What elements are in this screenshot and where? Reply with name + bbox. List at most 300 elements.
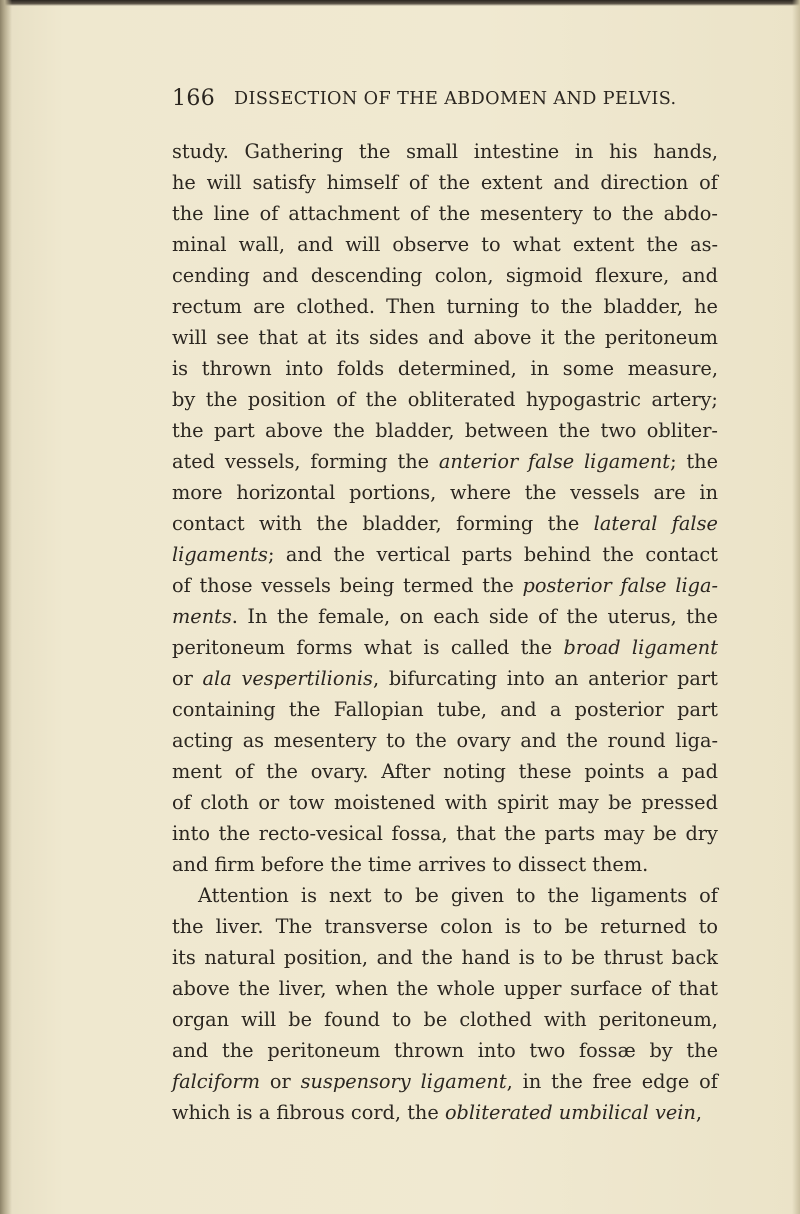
word: fossæ bbox=[579, 1039, 636, 1062]
word: into bbox=[477, 1039, 516, 1062]
word: fossa, bbox=[391, 822, 448, 845]
word: is bbox=[236, 1101, 253, 1124]
word: in bbox=[530, 357, 550, 380]
text-line bbox=[172, 725, 718, 756]
word: and bbox=[262, 264, 299, 287]
word: the bbox=[365, 388, 398, 411]
text-line bbox=[172, 539, 718, 570]
word: the bbox=[438, 171, 471, 194]
word: artery; bbox=[651, 388, 718, 411]
word: and bbox=[376, 946, 413, 969]
word: fibrous bbox=[276, 1101, 345, 1124]
word: to bbox=[383, 884, 403, 907]
word: in bbox=[522, 1070, 542, 1093]
word: of bbox=[699, 884, 718, 907]
text-line bbox=[172, 787, 718, 818]
word: the bbox=[547, 884, 580, 907]
word: these bbox=[518, 760, 572, 783]
word: the bbox=[288, 698, 321, 721]
word: two bbox=[600, 419, 637, 442]
word: before bbox=[260, 853, 325, 876]
word: by bbox=[172, 388, 196, 411]
text-line bbox=[172, 415, 718, 446]
word: thrown bbox=[201, 357, 272, 380]
word: upper bbox=[503, 977, 562, 1000]
word: and bbox=[297, 233, 334, 256]
word: noting bbox=[443, 760, 506, 783]
word: them. bbox=[592, 853, 649, 876]
word: by bbox=[649, 1039, 673, 1062]
word: of bbox=[259, 202, 279, 225]
word: dissect bbox=[517, 853, 587, 876]
word: in bbox=[574, 140, 594, 163]
word: is bbox=[518, 946, 535, 969]
word: be bbox=[414, 884, 439, 907]
word: each bbox=[433, 605, 480, 628]
text-line bbox=[172, 167, 718, 198]
word: peritoneum bbox=[604, 326, 718, 349]
word: peritoneum, bbox=[598, 1008, 718, 1031]
word: found bbox=[324, 1008, 380, 1031]
word: to bbox=[386, 729, 406, 752]
word: cending bbox=[172, 264, 250, 287]
word: attachment bbox=[288, 202, 400, 225]
word: part bbox=[677, 698, 718, 721]
word: an bbox=[554, 667, 579, 690]
word: of bbox=[699, 171, 718, 194]
word: free bbox=[592, 1070, 632, 1093]
word: round bbox=[607, 729, 666, 752]
word: posterior bbox=[574, 698, 664, 721]
word: the bbox=[333, 419, 365, 442]
word: to bbox=[516, 884, 536, 907]
word: the bbox=[566, 605, 599, 628]
word: the bbox=[358, 140, 391, 163]
word: broad bbox=[563, 636, 621, 659]
word: will bbox=[172, 326, 208, 349]
word: rectum bbox=[172, 295, 242, 318]
word: what bbox=[363, 636, 413, 659]
word: he bbox=[172, 171, 196, 194]
word: the bbox=[330, 853, 362, 876]
word: the bbox=[551, 1070, 583, 1093]
word: to bbox=[530, 295, 550, 318]
word: line bbox=[213, 202, 250, 225]
word: that bbox=[678, 977, 718, 1000]
word: horizontal bbox=[236, 481, 336, 504]
word: satisfy bbox=[252, 171, 316, 194]
word: natural bbox=[204, 946, 276, 969]
word: arrives bbox=[417, 853, 487, 876]
word: obliterated bbox=[407, 388, 516, 411]
text-line bbox=[172, 601, 718, 632]
text-line bbox=[172, 818, 718, 849]
word: contact bbox=[645, 543, 718, 566]
word: edge bbox=[641, 1070, 690, 1093]
word: the bbox=[602, 543, 634, 566]
word: uterus, bbox=[607, 605, 677, 628]
word: is bbox=[423, 636, 440, 659]
word: time bbox=[368, 853, 412, 876]
word: its bbox=[172, 946, 196, 969]
word: false bbox=[671, 512, 718, 535]
word: obliter- bbox=[646, 419, 718, 442]
running-title: DISSECTION OF THE ABDOMEN AND PELVIS. bbox=[234, 89, 677, 109]
word: observe bbox=[392, 233, 470, 256]
word: the bbox=[222, 1039, 254, 1062]
word: and bbox=[428, 326, 465, 349]
word: what bbox=[512, 233, 561, 256]
word: to bbox=[481, 233, 501, 256]
word: those bbox=[199, 574, 253, 597]
word: the bbox=[646, 233, 679, 256]
text-line bbox=[172, 229, 718, 260]
word: the bbox=[266, 760, 298, 783]
text-line bbox=[172, 663, 718, 694]
word: are bbox=[653, 481, 686, 504]
word: the bbox=[172, 419, 204, 442]
text-line bbox=[172, 1066, 718, 1097]
word: colon bbox=[440, 915, 493, 938]
word: vessels, bbox=[224, 450, 301, 473]
word: some bbox=[562, 357, 614, 380]
word: points bbox=[584, 760, 645, 783]
word: ments. bbox=[172, 605, 238, 628]
word: folds bbox=[337, 357, 385, 380]
word: clothed. bbox=[296, 295, 375, 318]
word: cloth bbox=[200, 791, 249, 814]
word: into bbox=[285, 357, 324, 380]
word: bladder, bbox=[603, 295, 683, 318]
word: where bbox=[450, 481, 511, 504]
word: ala bbox=[202, 667, 232, 690]
word: ligament; bbox=[584, 450, 677, 473]
word: vessels bbox=[261, 574, 331, 597]
word: vertical bbox=[376, 543, 451, 566]
word: at bbox=[307, 326, 327, 349]
word: the bbox=[563, 326, 596, 349]
word: of bbox=[699, 1070, 718, 1093]
word: false bbox=[620, 574, 667, 597]
word: more bbox=[172, 481, 223, 504]
word: the bbox=[333, 543, 366, 566]
word: and bbox=[553, 171, 590, 194]
word: of bbox=[172, 791, 191, 814]
word: is bbox=[504, 915, 521, 938]
text-line bbox=[172, 477, 718, 508]
word: with bbox=[543, 1008, 587, 1031]
word: or bbox=[258, 791, 280, 814]
word: be bbox=[423, 1008, 448, 1031]
word: direction bbox=[600, 171, 689, 194]
word: tube, bbox=[436, 698, 488, 721]
word: vein, bbox=[654, 1101, 702, 1124]
word: ated bbox=[172, 450, 215, 473]
word: pad bbox=[681, 760, 718, 783]
word: to bbox=[392, 1008, 412, 1031]
text-line bbox=[172, 756, 718, 787]
word: organ bbox=[172, 1008, 230, 1031]
word: a bbox=[657, 760, 669, 783]
word: Fallopian bbox=[333, 698, 424, 721]
word: parts bbox=[544, 822, 596, 845]
word: may bbox=[603, 822, 645, 845]
word: be bbox=[608, 791, 632, 814]
word: above bbox=[172, 977, 230, 1000]
word: mesentery bbox=[273, 729, 377, 752]
word: obliterated bbox=[444, 1101, 553, 1124]
word: will bbox=[345, 233, 381, 256]
word: the bbox=[438, 202, 471, 225]
word: the bbox=[205, 388, 238, 411]
word: which bbox=[172, 1101, 231, 1124]
word: the bbox=[547, 512, 580, 535]
word: ovary bbox=[456, 729, 511, 752]
word: hypogastric bbox=[525, 388, 641, 411]
word: colon, bbox=[434, 264, 494, 287]
word: part bbox=[213, 419, 255, 442]
text-line bbox=[172, 508, 718, 539]
word: being bbox=[339, 574, 395, 597]
word: the bbox=[238, 977, 270, 1000]
word: of bbox=[408, 171, 428, 194]
word: the bbox=[218, 822, 251, 845]
word: determined, bbox=[397, 357, 517, 380]
page-right-edge bbox=[792, 0, 800, 1214]
word: that bbox=[258, 326, 298, 349]
word: its bbox=[335, 326, 360, 349]
word: intestine bbox=[473, 140, 560, 163]
word: Then bbox=[386, 295, 436, 318]
page-header bbox=[172, 86, 720, 116]
word: ovary. bbox=[310, 760, 369, 783]
word: will bbox=[206, 171, 242, 194]
word: vessels bbox=[570, 481, 640, 504]
word: the bbox=[520, 636, 553, 659]
word: falciform bbox=[172, 1070, 261, 1093]
word: the bbox=[407, 1101, 439, 1124]
word: the bbox=[622, 202, 654, 225]
text-line bbox=[172, 322, 718, 353]
word: sides bbox=[368, 326, 419, 349]
text-line bbox=[172, 353, 718, 384]
word: or bbox=[172, 667, 193, 690]
word: anterior bbox=[588, 667, 668, 690]
word: into bbox=[506, 667, 545, 690]
word: Gathering bbox=[244, 140, 344, 163]
word: or bbox=[269, 1070, 291, 1093]
word: that bbox=[456, 822, 496, 845]
word: be bbox=[653, 822, 677, 845]
word: study. bbox=[172, 140, 229, 163]
word: a bbox=[258, 1101, 271, 1124]
word: vespertilionis, bbox=[241, 667, 380, 690]
word: be bbox=[571, 946, 596, 969]
word: the bbox=[686, 450, 718, 473]
word: behind bbox=[523, 543, 591, 566]
word: the bbox=[421, 946, 453, 969]
word: the bbox=[397, 450, 430, 473]
word: extent bbox=[572, 233, 635, 256]
word: between bbox=[464, 419, 549, 442]
word: minal bbox=[172, 233, 227, 256]
word: extent bbox=[480, 171, 543, 194]
word: wall, bbox=[238, 233, 286, 256]
text-line bbox=[172, 632, 718, 663]
page-number: 166 bbox=[172, 86, 216, 111]
word: and bbox=[172, 1039, 209, 1062]
word: his bbox=[609, 140, 638, 163]
word: he bbox=[694, 295, 718, 318]
word: flexure, bbox=[594, 264, 670, 287]
word: posterior bbox=[522, 574, 612, 597]
word: to bbox=[533, 915, 553, 938]
text-line bbox=[172, 1004, 718, 1035]
word: with bbox=[444, 791, 488, 814]
word: above bbox=[473, 326, 532, 349]
word: the bbox=[524, 481, 557, 504]
word: hands, bbox=[653, 140, 718, 163]
word: side bbox=[488, 605, 529, 628]
word: the bbox=[316, 512, 348, 535]
word: containing bbox=[172, 698, 276, 721]
word: anterior bbox=[438, 450, 519, 473]
word: is bbox=[300, 884, 317, 907]
word: the bbox=[482, 574, 514, 597]
word: of bbox=[234, 760, 254, 783]
word: may bbox=[558, 791, 599, 814]
word: peritoneum bbox=[172, 636, 286, 659]
word: After bbox=[381, 760, 431, 783]
word: of bbox=[172, 574, 191, 597]
text-line bbox=[172, 973, 718, 1004]
word: two bbox=[529, 1039, 566, 1062]
word: be bbox=[564, 915, 589, 938]
text-line bbox=[172, 446, 718, 477]
word: peritoneum bbox=[267, 1039, 381, 1062]
word: will bbox=[241, 1008, 277, 1031]
word: in bbox=[699, 481, 718, 504]
word: is bbox=[172, 357, 189, 380]
word: the bbox=[566, 729, 598, 752]
text-line bbox=[172, 1097, 718, 1128]
word: portions, bbox=[349, 481, 437, 504]
word: to bbox=[698, 915, 718, 938]
word: parts bbox=[461, 543, 513, 566]
word: bladder, bbox=[375, 419, 455, 442]
text-line bbox=[172, 1035, 718, 1066]
word: as- bbox=[690, 233, 718, 256]
word: and bbox=[500, 698, 537, 721]
word: with bbox=[259, 512, 302, 535]
word: of bbox=[336, 388, 356, 411]
word: turning bbox=[446, 295, 520, 318]
word: the bbox=[396, 977, 429, 1000]
word: himself bbox=[326, 171, 399, 194]
word: moistened bbox=[334, 791, 436, 814]
word: The bbox=[275, 915, 313, 938]
word: of bbox=[651, 977, 670, 1000]
word: lateral bbox=[593, 512, 658, 535]
word: see bbox=[216, 326, 250, 349]
word: forming bbox=[456, 512, 534, 535]
word: the bbox=[504, 822, 536, 845]
word: ligaments; bbox=[172, 543, 275, 566]
word: back bbox=[671, 946, 718, 969]
word: false bbox=[528, 450, 575, 473]
word: ligaments bbox=[591, 884, 688, 907]
word: small bbox=[406, 140, 459, 163]
word: mesentery bbox=[480, 202, 583, 225]
word: of bbox=[538, 605, 557, 628]
word: liver, bbox=[278, 977, 327, 1000]
word: forms bbox=[296, 636, 353, 659]
word: acting bbox=[172, 729, 233, 752]
word: forming bbox=[310, 450, 388, 473]
word: and bbox=[172, 853, 209, 876]
word: thrown bbox=[394, 1039, 464, 1062]
word: ment bbox=[172, 760, 222, 783]
text-line bbox=[172, 880, 718, 911]
text-line bbox=[172, 942, 718, 973]
word: liga- bbox=[675, 574, 718, 597]
text-line bbox=[172, 291, 718, 322]
word: whole bbox=[436, 977, 496, 1000]
word: thrust bbox=[603, 946, 664, 969]
word: suspensory bbox=[300, 1070, 411, 1093]
word: dry bbox=[685, 822, 718, 845]
word: to bbox=[543, 946, 563, 969]
word: bladder, bbox=[362, 512, 442, 535]
text-line bbox=[172, 384, 718, 415]
word: ligament bbox=[631, 636, 718, 659]
word: abdo- bbox=[663, 202, 718, 225]
body-text bbox=[172, 136, 718, 1128]
word: measure, bbox=[627, 357, 718, 380]
word: the bbox=[415, 729, 447, 752]
word: the bbox=[686, 1039, 718, 1062]
word: termed bbox=[403, 574, 474, 597]
word: the bbox=[560, 295, 593, 318]
word: on bbox=[399, 605, 424, 628]
word: In bbox=[247, 605, 268, 628]
word: pressed bbox=[641, 791, 718, 814]
word: next bbox=[329, 884, 372, 907]
word: clothed bbox=[459, 1008, 532, 1031]
word: the bbox=[172, 202, 204, 225]
word: are bbox=[253, 295, 286, 318]
word: be bbox=[288, 1008, 312, 1031]
word: it bbox=[540, 326, 555, 349]
word: liver. bbox=[215, 915, 264, 938]
text-line bbox=[172, 260, 718, 291]
word: descending bbox=[310, 264, 423, 287]
word: recto-vesical bbox=[258, 822, 383, 845]
word: and bbox=[681, 264, 718, 287]
text-line bbox=[172, 911, 718, 942]
word: position bbox=[247, 388, 326, 411]
word: ligament, bbox=[420, 1070, 513, 1093]
word: when bbox=[335, 977, 388, 1000]
word: to bbox=[592, 202, 613, 225]
word: liga- bbox=[675, 729, 718, 752]
text-line bbox=[172, 136, 718, 167]
word: given bbox=[450, 884, 505, 907]
page-top-edge bbox=[0, 0, 800, 6]
text-line bbox=[172, 570, 718, 601]
word: as bbox=[242, 729, 265, 752]
word: female, bbox=[318, 605, 391, 628]
